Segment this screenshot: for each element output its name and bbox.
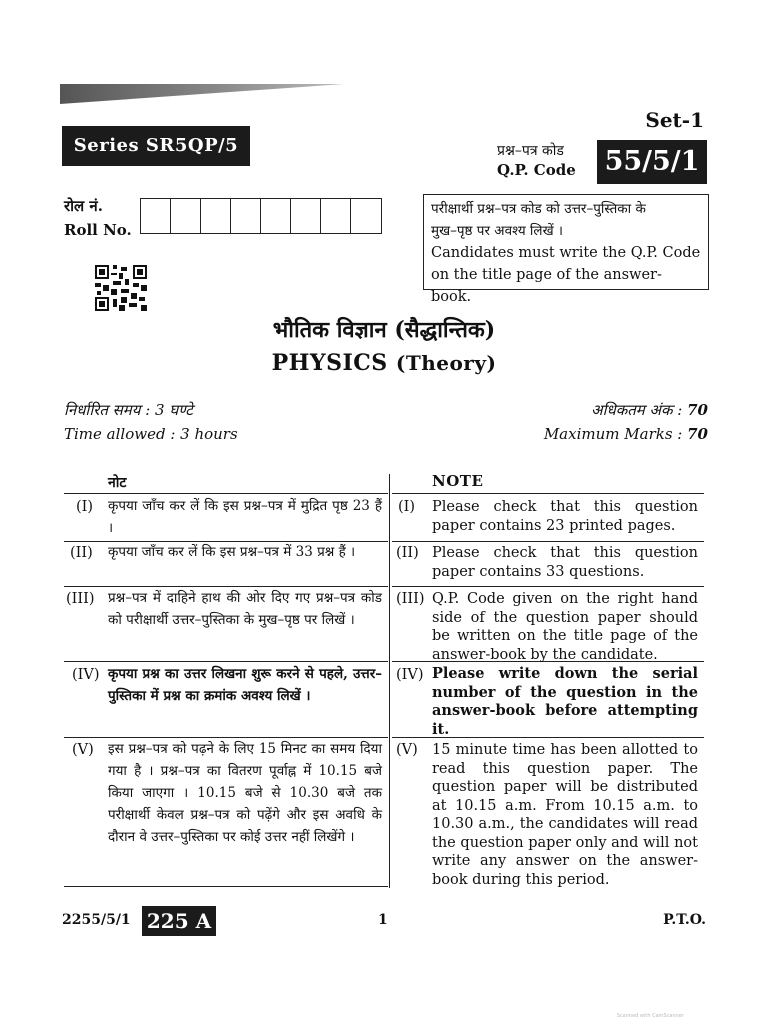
notice-hindi-line-1: परीक्षार्थी प्रश्न–पत्र कोड को उत्तर–पुस्तिका के (431, 201, 646, 217)
roll-number-boxes[interactable] (140, 198, 382, 234)
row-divider (392, 541, 704, 542)
series-badge: Series SR5QP/5 (62, 126, 250, 166)
instruction-number: (III) (396, 591, 425, 607)
subject-title-main: PHYSICS (271, 350, 388, 376)
row-divider (64, 886, 388, 887)
set-label: Set-1 (645, 108, 704, 132)
roll-label-hindi: रोल नं. (64, 197, 103, 215)
qp-code-label-hindi: प्रश्न–पत्र कोड (497, 143, 564, 159)
qr-code-icon (95, 265, 147, 311)
notice-english-line-2: on the title page of the answer-book. (431, 267, 662, 305)
instruction-number: (III) (66, 591, 95, 607)
roll-digit-box[interactable] (171, 199, 201, 233)
roll-digit-box[interactable] (321, 199, 351, 233)
roll-number-labels (64, 194, 132, 242)
instruction-hindi: कृपया जाँच कर लें कि इस प्रश्न–पत्र में 33 प्रश्न हैं । (108, 544, 356, 560)
instructions-column-divider (389, 474, 390, 888)
marks-label-hindi: अधिकतम अंक : (591, 401, 683, 419)
qp-code-label-english: Q.P. Code (497, 161, 576, 179)
instructions-header-hindi: नोट (108, 475, 127, 491)
roll-digit-box[interactable] (141, 199, 171, 233)
row-divider (64, 661, 388, 662)
roll-digit-box[interactable] (351, 199, 381, 233)
instruction-number: (V) (396, 742, 418, 758)
marks-label-english: Maximum Marks : (543, 425, 683, 443)
maximum-marks-english (544, 422, 708, 446)
notice-english-line-1: Candidates must write the Q.P. Code (431, 245, 701, 261)
time-allowed (64, 398, 238, 446)
instruction-english: Please write down the serial number of the question in the answer-book before attempting it. (432, 665, 698, 738)
roll-digit-box[interactable] (261, 199, 291, 233)
instruction-number: (I) (398, 499, 416, 515)
instruction-number: (V) (72, 742, 94, 758)
subject-title-english (0, 350, 768, 376)
instruction-english: Please check that this question paper contains 23 printed pages. (432, 499, 698, 534)
page-number: 1 (378, 912, 388, 928)
instruction-number: (IV) (72, 667, 100, 683)
subject-title-hindi: भौतिक विज्ञान (सैद्धान्तिक) (272, 317, 496, 343)
marks-value: 70 (687, 425, 708, 443)
instruction-hindi: कृपया जाँच कर लें कि इस प्रश्न–पत्र में मुद्रित पृष्ठ 23 हैं । (108, 498, 382, 536)
instruction-hindi: इस प्रश्न–पत्र को पढ़ने के लिए 15 मिनट का समय दिया गया है । प्रश्न–पत्र का वितरण पूर्वाह्न में 10.15 बजे किया जाएगा । 10.15 बजे से 10.30 बजे तक परीक्षार्थी केवल प्रश्न–पत्र को पढ़ेंगे और इस अवधि के दौरान वे उत्तर–पुस्तिका पर कोई उत्तर नहीं लिखेंगे । (108, 741, 382, 845)
maximum-marks (544, 398, 708, 446)
roll-digit-box[interactable] (201, 199, 231, 233)
row-divider (392, 586, 704, 587)
qp-code-badge: 55/5/1 (597, 140, 707, 184)
footer-paper-code: 2255/5/1 (62, 912, 131, 928)
time-allowed-hindi: निर्धारित समय : 3 घण्टे (64, 401, 193, 419)
maximum-marks-hindi (544, 398, 708, 422)
instruction-english: Please check that this question paper contains 33 questions. (432, 545, 698, 580)
scanner-watermark: Scanned with CamScanner (616, 1013, 684, 1019)
roll-label-english: Roll No. (64, 221, 132, 239)
roll-digit-box[interactable] (291, 199, 321, 233)
qp-code-notice-box (423, 194, 709, 305)
instruction-english: Q.P. Code given on the right hand side of the question paper should be written on the title page of the answer-book by the candidate. (432, 591, 698, 663)
marks-value: 70 (687, 401, 708, 419)
instruction-hindi: प्रश्न–पत्र में दाहिने हाथ की ओर दिए गए प्रश्न–पत्र कोड को परीक्षार्थी उत्तर–पुस्तिका के मुख–पृष्ठ पर लिखें । (108, 590, 382, 628)
roll-digit-box[interactable] (231, 199, 261, 233)
row-divider (392, 493, 704, 494)
instruction-english: 15 minute time has been allotted to read this question paper. The question paper will be distributed at 10.15 a.m. From 10.15 a.m. to 10.30 a.m., the candidates will read the question paper only and will not write any answer on the answer-book during this period. (432, 742, 698, 888)
pto-label: P.T.O. (663, 912, 706, 928)
instruction-number: (II) (70, 545, 93, 561)
footer-code-badge: 225 A (142, 906, 216, 936)
header-decorative-bar (60, 84, 344, 104)
row-divider (64, 493, 388, 494)
instruction-number: (II) (396, 545, 419, 561)
notice-hindi-line-2: मुख–पृष्ठ पर अवश्य लिखें । (431, 223, 564, 239)
subject-title-sub: (Theory) (395, 351, 497, 375)
instruction-hindi: कृपया प्रश्न का उत्तर लिखना शुरू करने से पहले, उत्तर–पुस्तिका में प्रश्न का क्रमांक अवश्य लिखें । (108, 666, 382, 704)
instruction-number: (IV) (396, 667, 424, 683)
instruction-number: (I) (76, 499, 94, 515)
instructions-header-english: NOTE (432, 472, 484, 490)
time-allowed-english: Time allowed : 3 hours (64, 425, 238, 443)
qp-code-labels (497, 142, 576, 180)
